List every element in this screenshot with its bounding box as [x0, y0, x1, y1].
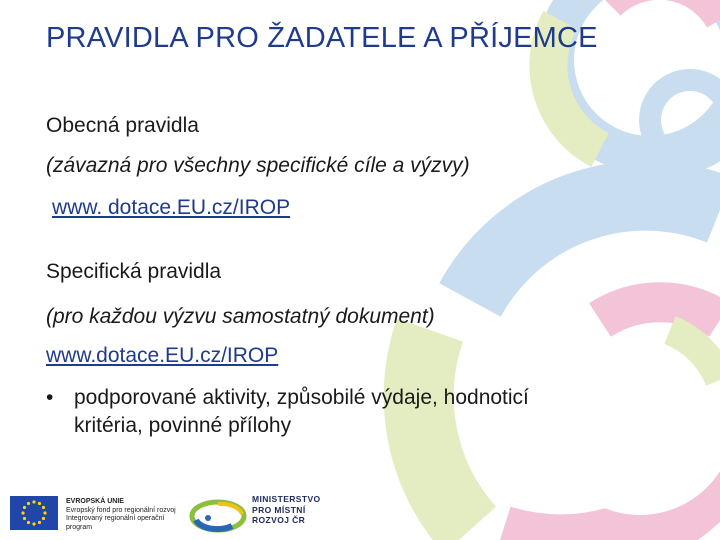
eu-flag-icon: [10, 496, 58, 530]
eu-stars-icon: [10, 496, 58, 530]
specific-rules-heading: Specifická pravidla: [46, 260, 222, 283]
eu-fund: Evropský fond pro regionální rozvoj: [66, 506, 176, 514]
mmr-logo-icon: [188, 494, 248, 534]
specific-rules-link[interactable]: www.dotace.EU.cz/IROP: [46, 344, 279, 367]
eu-logo-text: [66, 498, 186, 532]
mmr-line3: ROZVOJ ČR: [252, 515, 306, 525]
mmr-logo-text: [252, 494, 321, 526]
bullet-dot: •: [46, 386, 54, 409]
specific-rules-note: (pro každou výzvu samostatný dokument): [46, 305, 435, 328]
general-rules-link[interactable]: www. dotace.EU.cz/IROP: [52, 196, 291, 219]
general-rules-note: (závazná pro všechny specifické cíle a výzvy): [46, 154, 470, 177]
slide-title: PRAVIDLA PRO ŽADATELE A PŘÍJEMCE: [46, 22, 598, 54]
bullet-text-line2: kritéria, povinné přílohy: [74, 414, 292, 437]
general-rules-heading: Obecná pravidla: [46, 114, 199, 137]
bullet-item: [46, 384, 606, 440]
eu-program: Integrovaný regionální operační program: [66, 515, 165, 531]
bullet-text-line1: podporované aktivity, způsobilé výdaje, hodnoticí: [74, 386, 529, 409]
deco-arc-pink-top: [610, 0, 720, 20]
mmr-line2: PRO MÍSTNÍ: [252, 504, 306, 515]
footer-logos: [0, 492, 720, 540]
mmr-line1: MINISTERSTVO: [252, 494, 321, 504]
eu-name: EVROPSKÁ UNIE: [66, 498, 124, 505]
deco-arc-pink-mid: [600, 302, 720, 320]
